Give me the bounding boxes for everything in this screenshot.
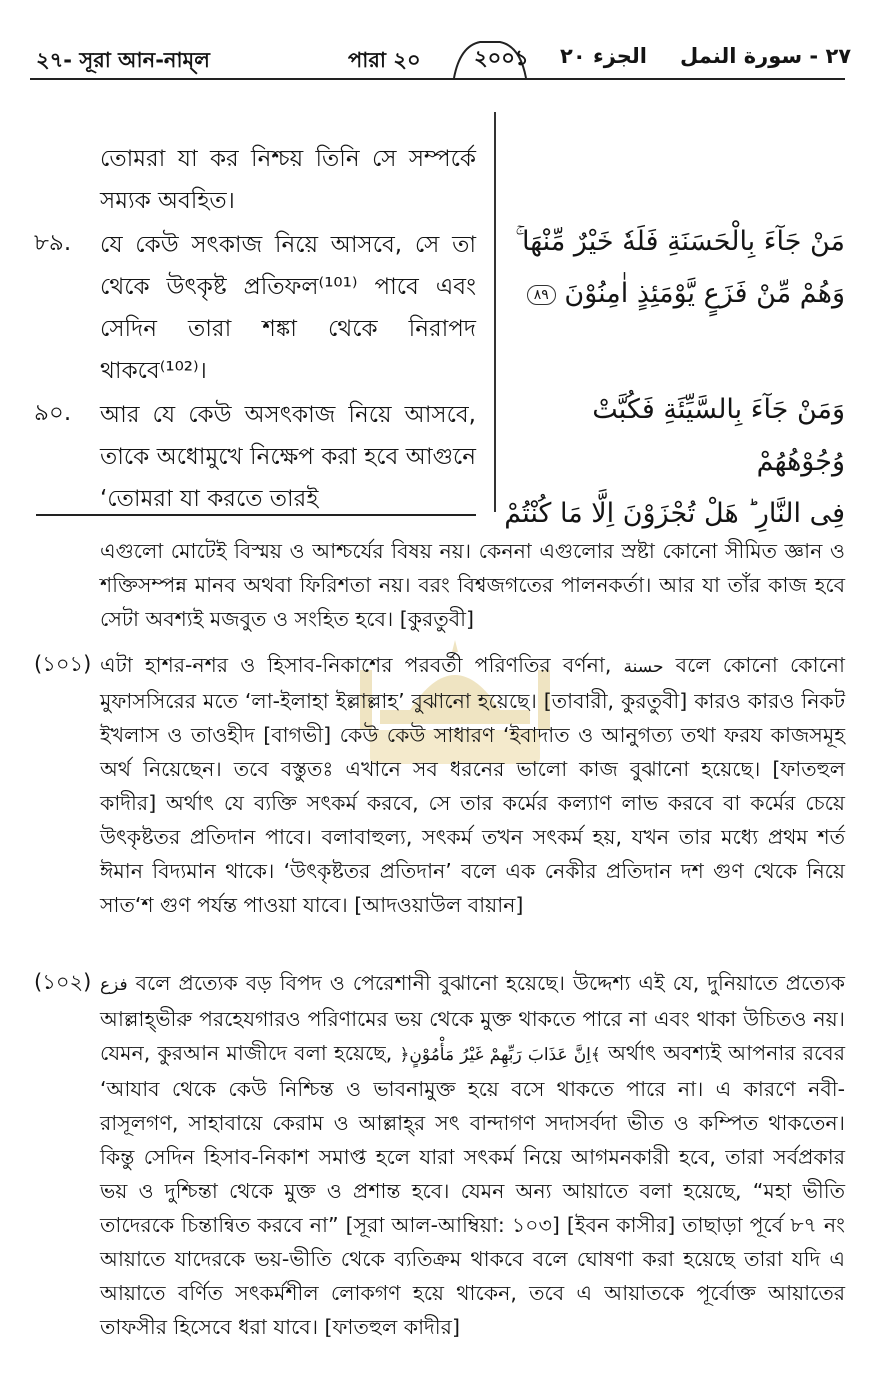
footnote-101-text-b: বলে কোনো কোনো মুফাসসিরের মতে ‘লা-ইলাহা ইল্লাল্লাহ’ বুঝানো হয়েছে। [তাবারী, কুরতুবী] কারও কারও নিকট ইখলাস ও তাওহীদ [বাগভী] কেউ কেউ সাধারণ ‘ইবাদাত ও আনুগত্য তথা ফরয কাজসমূহ অর্থ নিয়েছেন। তবে বস্তুতঃ এখানে সব ধরনের ভালো কাজ বুঝানো হয়েছে। [ফাতহুল কাদীর] অর্থাৎ যে ব্যক্তি সৎকর্ম করবে, সে তার কর্মের কল্যাণ লাভ করবে বা কর্মের চেয়ে উৎকৃষ্টতর প্রতিদান পাবে। বলাবাহুল্য, সৎকর্ম তখন সৎকর্ম হয়, যখন তার মধ্যে প্রথম শর্ত ঈমান বিদ্যমান থাকে। ‘উৎকৃষ্টতর প্রতিদান’ বলে এক নেকীর প্রতিদান দশ গুণ থেকে নিয়ে সাত‘শ গুণ পর্যন্ত পাওয়া যাবে। [আদওয়াউল বায়ান] <box>100 653 845 917</box>
footnote-continuation: এগুলো মোটেই বিস্ময় ও আশ্চর্যের বিষয় নয়। কেননা এগুলোর স্রষ্টা কোনো সীমিত জ্ঞান ও শক্তিসম্পন্ন মানব অথবা ফিরিশতা নয়। বরং বিশ্বজগতের পালনকর্তা। আর যা তাঁর কাজ হবে সেটা অবশ্যই মজবুত ও সংহিত হবে। [কুরতুবী] <box>100 539 845 631</box>
header-rule <box>30 78 845 80</box>
verse-90-bn: আর যে কেউ অসৎকাজ নিয়ে আসবে, তাকে অধোমুখে নিক্ষেপ করা হবে আগুনে ‘তোমরা যা করতে তারই <box>100 402 476 512</box>
footnote-101-label: (১০১) <box>34 652 92 676</box>
verse-89-end-marker: ٨٩ <box>527 285 556 305</box>
verse-89-ar-line2 <box>500 268 845 320</box>
verse-89-ar <box>500 216 845 320</box>
footnote-102 <box>100 966 845 1344</box>
footnote-102-arabic-quote: ﴿اِنَّ عَذَابَ رَبِّهِمْ غَيْرُ مَأْمُوْنٍ﴾ <box>399 1045 601 1065</box>
footnote-101 <box>100 648 845 922</box>
page-number: ২০০১ <box>474 46 529 70</box>
verse-89-bn: যে কেউ সৎকাজ নিয়ে আসবে, সে তা থেকে উৎকৃষ্ট প্রতিফল⁽¹⁰¹⁾ পাবে এবং সেদিন তারা শঙ্কা থেকে নিরাপদ থাকবে⁽¹⁰²⁾। <box>100 232 476 384</box>
juz-label-ar: الجزء ٢٠ <box>560 44 647 68</box>
verse-89-number: ৮৯. <box>34 230 72 256</box>
footnote-101-arabic: حسنة <box>623 657 664 677</box>
verse-89-ar-line1: مَنْ جَآءَ بِالْحَسَنَةِ فَلَهٗ خَيْرٌ مِّنْهَا ۚ <box>515 226 845 257</box>
footnote-rule <box>36 514 476 516</box>
para-label: পারা ২০ <box>348 48 421 72</box>
verse-continuation-bn: তোমরা যা কর নিশ্চয় তিনি সে সম্পর্কে সম্যক অবহিত। <box>100 146 476 214</box>
column-divider <box>494 112 496 512</box>
verse-90-number: ৯০. <box>34 400 72 426</box>
surah-name-bn: ২৭- সূরা আন-নাম্‌ল <box>36 48 210 72</box>
footnote-102-arabic-term: فزع <box>100 975 128 995</box>
surah-name-ar: ٢٧ - سورة النمل <box>680 44 852 68</box>
footnote-102-label: (১০২) <box>34 970 92 994</box>
footnote-101-text-a: এটা হাশর-নশর ও হিসাব-নিকাশের পরবর্তী পরিণতির বর্ণনা, <box>100 653 612 677</box>
verse-90-ar-line1: وَمَنْ جَآءَ بِالسَّيِّئَةِ فَكُبَّتْ وُجُوْهُهُمْ <box>592 394 845 477</box>
page-header <box>0 0 870 84</box>
footnote-102-text-b: অর্থাৎ অবশ্যই আপনার রবের ‘আযাব থেকে কেউ নিশ্চিন্ত ও ভাবনামুক্ত হয়ে বসে থাকতে পারে না। এ কারণে নবী-রাসূলগণ, সাহাবায়ে কেরাম ও আল্লাহ্‌র সৎ বান্দাগণ সদাসর্বদা ভীত ও কম্পিত থাকতেন। কিন্তু সেদিন হিসাব-নিকাশ সমাপ্ত হলে যারা সৎকর্ম নিয়ে আগমনকারী হবে, তারা সর্বপ্রকার ভয় ও দুশ্চিন্তা থেকে মুক্ত ও প্রশান্ত হবে। যেমন অন্য আয়াতে বলা হয়েছে, “মহা ভীতি তাদেরকে চিন্তান্বিত করবে না” [সূরা আল-আম্বিয়া: ১০৩] [ইবন কাসীর] তাছাড়া পূর্বে ৮৭ নং আয়াতে যাদেরকে ভয়-ভীতি থেকে ব্যতিক্রম থাকবে বলে ঘোষণা করা হয়েছে তারা যদি এ আয়াতে বর্ণিত সৎকর্মশীল লোকগণ হয়ে থাকেন, তবে এ আয়াতকে পূর্বোক্ত আয়াতের তাফসীর হিসেবে ধরা যাবে। [ফাতহুল কাদীর] <box>100 1041 845 1339</box>
verse-90-ar-line2: فِى النَّارِ ؕ هَلْ تُجْزَوْنَ اِلَّا مَا كُنْتُمْ <box>504 498 845 529</box>
footnote-102-text-a: বলে প্রত্যেক বড় বিপদ ও পেরেশানী বুঝানো হয়েছে। উদ্দেশ্য এই যে, দুনিয়াতে প্রত্যেক আল্লাহ্‌ভীরু পরহেযগারও পরিণামের ভয় থেকে মুক্ত থাকতে পারে না এবং থাকা উচিতও নয়। যেমন, কুরআন মাজীদে বলা হয়েছে, <box>100 971 845 1065</box>
verse-90-ar <box>500 384 845 540</box>
verse-89-ar-line2-text: وَهُمْ مِّنْ فَزَعٍ يَّوْمَئِذٍ اٰمِنُوْنَ <box>564 278 845 309</box>
